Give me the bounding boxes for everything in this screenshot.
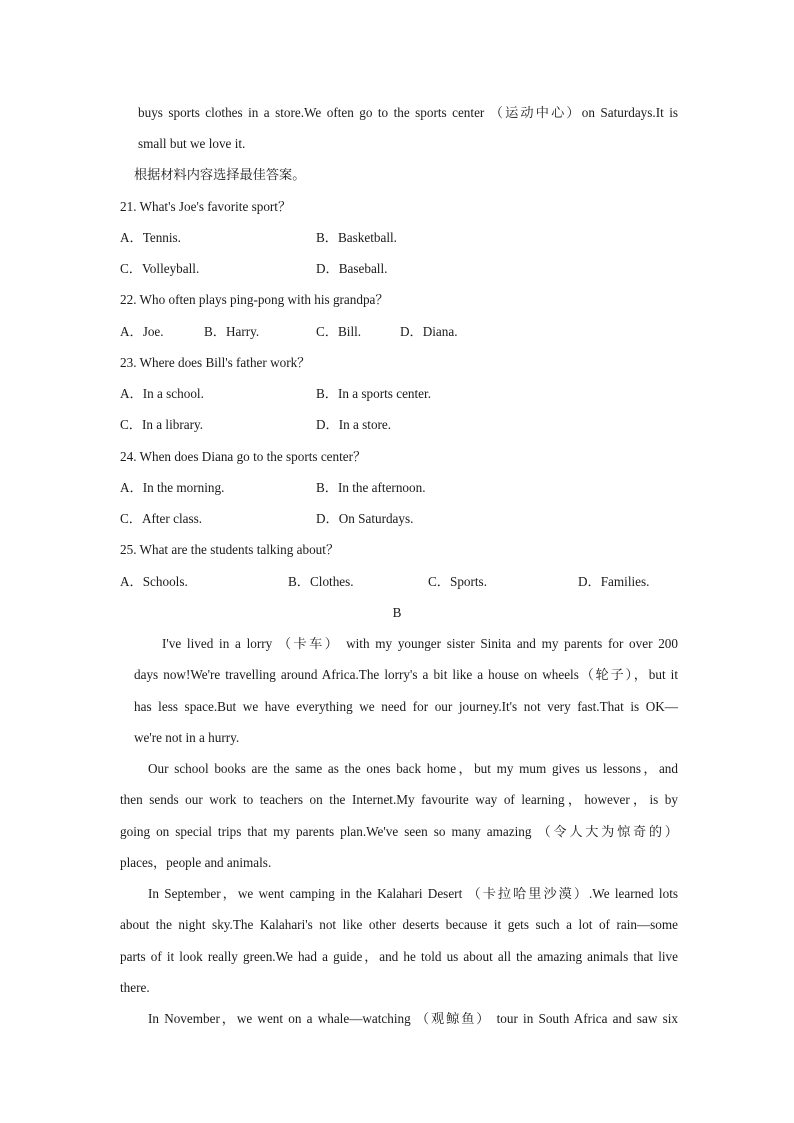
- passage-b-line: then sends our work to teachers on the Internet.My favourite way of learning，however，is by: [120, 792, 678, 807]
- passage-b-line: places，people and animals.: [120, 855, 272, 870]
- answer-option[interactable]: D．On Saturdays.: [316, 511, 414, 526]
- passage-b-line: days now!We're travelling around Africa.The lorry's a bit like a house on wheels（轮子），but it: [134, 667, 678, 682]
- answer-option[interactable]: C．In a library.: [120, 417, 204, 432]
- answer-option[interactable]: B．Harry.: [204, 324, 260, 339]
- passage-a-line: buys sports clothes in a store.We often go to the sports center （运动中心）on Saturdays.It is: [138, 105, 678, 120]
- passage-b-line: about the night sky.The Kalahari's not like other deserts because it gets such a lot of rain—some: [120, 917, 678, 932]
- question-stem: 22. Who often plays ping-pong with his grandpa？: [120, 292, 389, 307]
- passage-b-line: we're not in a hurry.: [134, 730, 240, 745]
- passage-b-line: In November，we went on a whale—watching （观鲸鱼） tour in South Africa and saw six: [148, 1011, 678, 1026]
- passage-b-line: going on special trips that my parents plan.We've seen so many amazing （令人大为惊奇的）: [120, 824, 678, 839]
- answer-option[interactable]: D．Diana.: [400, 324, 458, 339]
- answer-option[interactable]: B．In a sports center.: [316, 386, 431, 401]
- passage-b-line: In September，we went camping in the Kalahari Desert （卡拉哈里沙漠）.We learned lots: [148, 886, 678, 901]
- question-stem: 25. What are the students talking about？: [120, 542, 340, 557]
- question-stem: 23. Where does Bill's father work？: [120, 355, 311, 370]
- answer-option[interactable]: C．Volleyball.: [120, 261, 200, 276]
- answer-option[interactable]: C．Bill.: [316, 324, 362, 339]
- answer-option[interactable]: A．Tennis.: [120, 230, 181, 245]
- answer-option[interactable]: C．After class.: [120, 511, 203, 526]
- section-heading: B: [392, 605, 402, 620]
- passage-b-line: there.: [120, 980, 150, 995]
- passage-b-line: I've lived in a lorry （卡车） with my younger sister Sinita and my parents for over 200: [162, 636, 678, 651]
- passage-b-line: Our school books are the same as the ones back home，but my mum gives us lessons，and: [148, 761, 678, 776]
- question-stem: 24. When does Diana go to the sports center？: [120, 449, 367, 464]
- question-stem: 21. What's Joe's favorite sport？: [120, 199, 292, 214]
- answer-option[interactable]: B．In the afternoon.: [316, 480, 426, 495]
- answer-option[interactable]: A．In a school.: [120, 386, 204, 401]
- passage-b-line: parts of it look really green.We had a guide，and he told us about all the amazing animals that live: [120, 949, 678, 964]
- answer-option[interactable]: D．In a store.: [316, 417, 392, 432]
- answer-option[interactable]: A．In the morning.: [120, 480, 225, 495]
- passage-b-line: has less space.But we have everything we need for our journey.It's not very fast.That is OK—: [134, 699, 678, 714]
- answer-option[interactable]: A．Joe.: [120, 324, 164, 339]
- answer-option[interactable]: B．Basketball.: [316, 230, 397, 245]
- answer-option[interactable]: D．Baseball.: [316, 261, 388, 276]
- instruction: 根据材料内容选择最佳答案。: [134, 167, 306, 182]
- passage-a-line: small but we love it.: [138, 136, 246, 151]
- answer-option[interactable]: A．Schools.: [120, 574, 188, 589]
- answer-option[interactable]: D．Families.: [578, 574, 650, 589]
- answer-option[interactable]: B．Clothes.: [288, 574, 354, 589]
- answer-option[interactable]: C．Sports.: [428, 574, 487, 589]
